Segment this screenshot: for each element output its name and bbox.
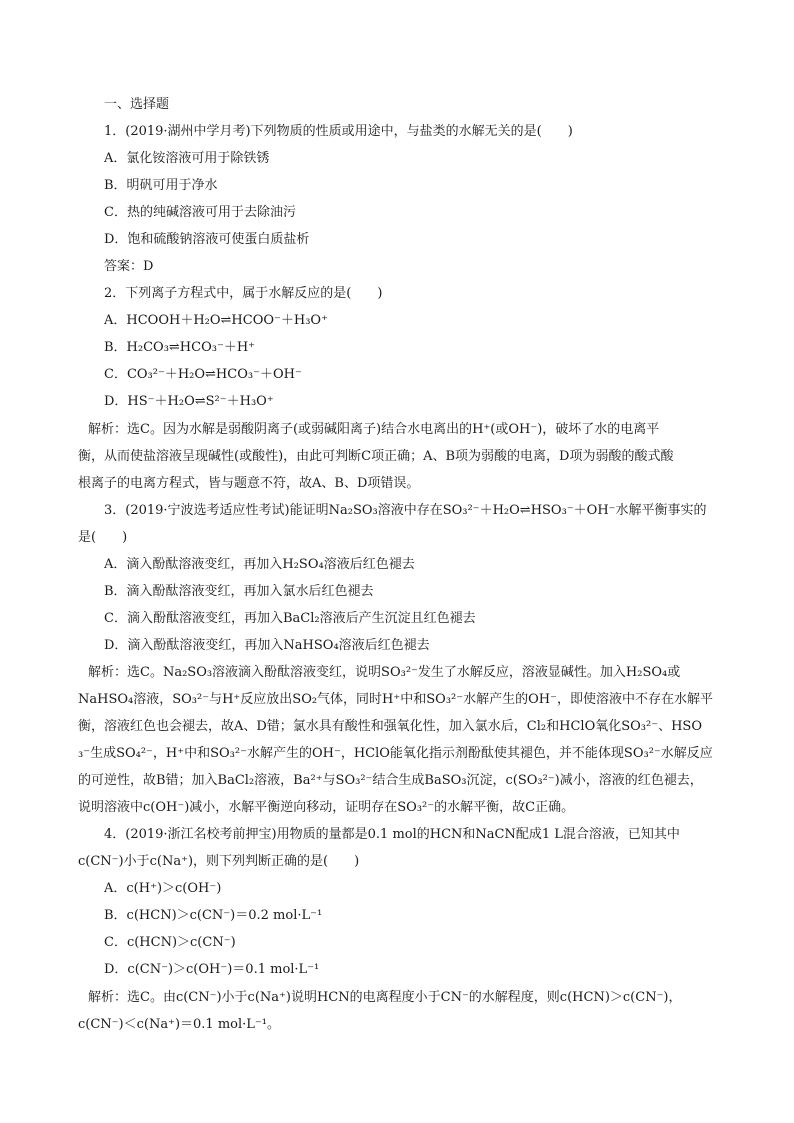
option-2b: B．H₂CO₃⇌HCO₃⁻＋H⁺ (104, 340, 256, 355)
question-4-line1: 4．(2019·浙江名校考前押宝)用物质的量都是0.1 mol的HCN和NaCN配成1 L混合溶液，已知其中 (104, 827, 680, 842)
option-1b: B．明矾可用于净水 (104, 178, 218, 193)
option-4d: D．c(CN⁻)＞c(OH⁻)＝0.1 mol·L⁻¹ (104, 962, 320, 977)
option-4b: B．c(HCN)＞c(CN⁻)＝0.2 mol·L⁻¹ (104, 908, 323, 923)
option-3b: B．滴入酚酞溶液变红，再加入氯水后红色褪去 (104, 584, 374, 599)
explanation-4-line2: c(CN⁻)＜c(Na⁺)＝0.1 mol·L⁻¹。 (78, 1017, 280, 1032)
explanation-3-line2: NaHSO₄溶液，SO₃²⁻与H⁺反应放出SO₂气体，同时H⁺中和SO₃²⁻水解产生的OH⁻，即使溶液中不存在水解平 (78, 692, 713, 707)
question-3-line2: 是( ) (78, 530, 128, 545)
question-2: 2．下列离子方程式中，属于水解反应的是( ) (104, 286, 383, 301)
option-1d: D．饱和硫酸钠溶液可使蛋白质盐析 (104, 232, 310, 247)
option-1a: A．氯化铵溶液可用于除铁锈 (104, 151, 270, 166)
explanation-3-line3: 衡，溶液红色也会褪去，故A、D错；氯水具有酸性和强氧化性，加入氯水后，Cl₂和HClO氧化SO₃²⁻、HSO (78, 719, 702, 734)
explanation-3-line1: 解析：选C。Na₂SO₃溶液滴入酚酞溶液变红，说明SO₃²⁻发生了水解反应，溶液显碱性。加入H₂SO₄或 (88, 665, 681, 680)
option-2a: A．HCOOH＋H₂O⇌HCOO⁻＋H₃O⁺ (104, 313, 328, 328)
explanation-2-line2: 衡，从而使盐溶液呈现碱性(或酸性)，由此可判断C项正确；A、B项为弱酸的电离，D项为弱酸的酸式酸 (78, 449, 674, 464)
question-4-line2: c(CN⁻)小于c(Na⁺)，则下列判断正确的是( ) (78, 854, 360, 869)
option-4c: C．c(HCN)＞c(CN⁻) (104, 935, 236, 950)
explanation-3-line5: 的可逆性，故B错；加入BaCl₂溶液，Ba²⁺与SO₃²⁻结合生成BaSO₃沉淀，c(SO₃²⁻)减小，溶液的红色褪去， (78, 773, 703, 788)
question-1: 1．(2019·湖州中学月考)下列物质的性质或用途中，与盐类的水解无关的是( ) (104, 124, 573, 139)
explanation-3-line6: 说明溶液中c(OH⁻)减小，水解平衡逆向移动，证明存在SO₃²⁻的水解平衡，故C正确。 (78, 800, 575, 815)
section-heading: 一、选择题 (104, 97, 170, 112)
option-1c: C．热的纯碱溶液可用于去除油污 (104, 205, 296, 220)
option-3c: C．滴入酚酞溶液变红，再加入BaCl₂溶液后产生沉淀且红色褪去 (104, 611, 476, 626)
question-3-line1: 3．(2019·宁波选考适应性考试)能证明Na₂SO₃溶液中存在SO₃²⁻＋H₂O⇌HSO₃⁻＋OH⁻水解平衡事实的 (104, 503, 707, 518)
option-2c: C．CO₃²⁻＋H₂O⇌HCO₃⁻＋OH⁻ (104, 367, 302, 382)
explanation-2-line1: 解析：选C。因为水解是弱酸阴离子(或弱碱阳离子)结合水电离出的H⁺(或OH⁻)，破坏了水的电离平 (88, 422, 660, 437)
explanation-2-line3: 根离子的电离方程式，皆与题意不符，故A、B、D项错误。 (78, 476, 420, 491)
option-3a: A．滴入酚酞溶液变红，再加入H₂SO₄溶液后红色褪去 (104, 557, 415, 572)
option-2d: D．HS⁻＋H₂O⇌S²⁻＋H₃O⁺ (104, 394, 274, 409)
explanation-3-line4: ₃⁻生成SO₄²⁻，H⁺中和SO₃²⁻水解产生的OH⁻，HClO能氧化指示剂酚酞使其褪色，并不能体现SO₃²⁻水解反应 (78, 746, 713, 761)
explanation-4-line1: 解析：选C。由c(CN⁻)小于c(Na⁺)说明HCN的电离程度小于CN⁻的水解程度，则c(HCN)＞c(CN⁻)， (88, 990, 682, 1005)
answer-1: 答案：D (104, 259, 154, 274)
option-3d: D．滴入酚酞溶液变红，再加入NaHSO₄溶液后红色褪去 (104, 638, 430, 653)
option-4a: A．c(H⁺)＞c(OH⁻) (104, 881, 222, 896)
